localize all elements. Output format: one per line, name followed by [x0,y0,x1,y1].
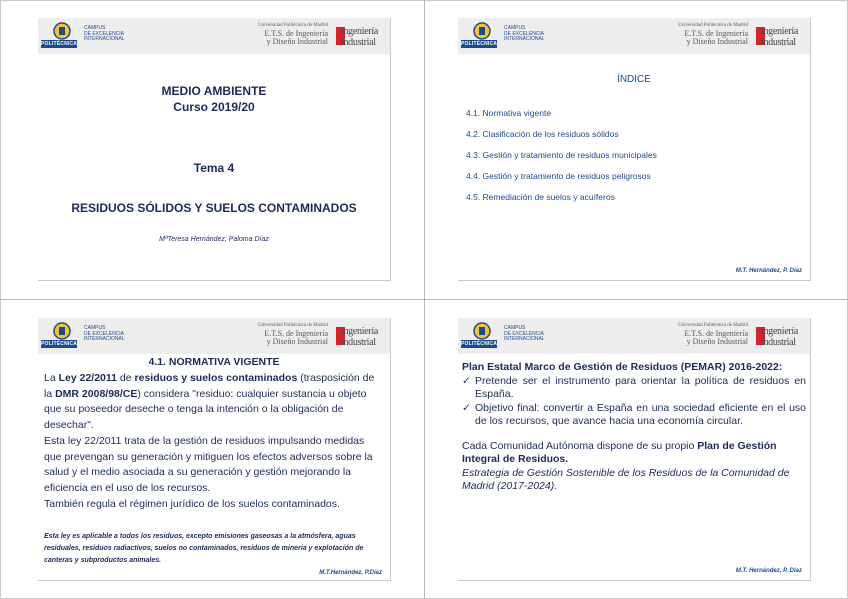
school-name [226,22,328,46]
bullet-text: Objetivo final: convertir a España en una sociedad eficiente en el uso de los recursos, que avance hacia una economía circular. [475,402,806,427]
text-run: (trasposición de la [44,372,375,400]
slide-4 [458,318,811,581]
school-line-2: E.T.S. de Ingeniería [684,329,748,338]
horizontal-divider [0,299,848,300]
slide-1 [38,18,391,281]
text-run: La [44,372,59,384]
campus-line-1: CAMPUS [504,325,526,331]
course-year: Curso 2019/20 [173,100,255,114]
slide-footer-authors: M.T.Hernández, P.Díaz [319,570,382,576]
campus-line-3: INTERNACIONAL [504,336,545,342]
school-name [646,22,748,46]
index-item: 4.3. Gestión y tratamiento de residuos municipales [466,150,657,160]
index-title: ÍNDICE [617,74,651,85]
ingenieria-industrial-logo [333,322,385,350]
pemar-title: Plan Estatal Marco de Gestión de Residuos (PEMAR) 2016-2022: [462,361,783,373]
paragraph-soils: También regula el régimen jurídico de los suelos contaminados. [44,498,340,510]
index-item: 4.1. Normativa vigente [466,108,552,118]
checkmark-icon: ✓ [462,375,471,387]
ingenieria-industrial-logo [753,322,805,350]
slide-3 [38,318,391,581]
slide-footer-authors: M.T. Hernández, P. Díaz [735,268,802,274]
regional-plan-name: Plan de Gestión Integral de Residuos. [462,440,777,465]
campus-line-1: CAMPUS [84,25,106,31]
index-item: 4.4. Gestión y tratamiento de residuos peligrosos [466,171,651,181]
slide-footer-authors: M.T. Hernández, P. Díaz [735,568,802,574]
slide-header [38,318,390,354]
logo-line-1: ingeniería [341,26,378,37]
campus-label [84,26,134,43]
logo-line-2: industrial [341,37,376,48]
applicability-note: Esta ley es aplicable a todos los residuos, excepto emisiones gaseosas a la atmósfera, aguas residuales, residuos radiactivos, suelos no contaminados, residuos de minería y explotación de canteras y subproductos animales. [44,533,364,564]
slide-header [38,18,390,54]
text-run: ) considera "residuo: cualquier sustancia u objeto que su poseedor deseche o tenga la intención o la obligación de desechar". [44,387,367,431]
upm-tag: POLITÉCNICA [41,341,78,347]
upm-tag: POLITÉCNICA [461,41,498,47]
campus-line-3: INTERNACIONAL [84,36,125,42]
school-line-3: y Diseño Industrial [266,337,328,346]
logo-line-1: ingeniería [761,26,798,37]
paragraph-scope: Esta ley 22/2011 trata de la gestión de residuos impulsando medidas que prevengan su generación y mitiguen los efectos adversos sobre la salud y el medio asociada a su generación y gestión mejorando la eficiencia en el uso de los recursos. [44,435,373,494]
school-name [646,322,748,346]
slide-2 [458,18,811,281]
campus-line-1: CAMPUS [84,325,106,331]
section-heading: 4.1. NORMATIVA VIGENTE [148,356,280,368]
school-line-1: Universidad Politécnica de Madrid [258,23,328,28]
campus-line-2: DE EXCELENCIA [84,330,125,337]
course-title: MEDIO AMBIENTE [161,84,267,98]
school-name [226,322,328,346]
paragraph-law [44,371,384,433]
campus-line-3: INTERNACIONAL [504,36,545,42]
index-item: 4.2. Clasificación de los residuos sólidos [466,129,619,139]
upm-tag: POLITÉCNICA [461,341,498,347]
text-run: de [117,372,135,384]
ingenieria-industrial-logo [753,22,805,50]
logo-line-2: industrial [761,37,796,48]
campus-line-3: INTERNACIONAL [84,336,125,342]
school-line-3: y Diseño Industrial [686,337,748,346]
campus-label [504,326,554,343]
madrid-strategy: Estrategia de Gestión Sostenible de los Residuos de la Comunidad de Madrid (2017-2024). [462,467,790,492]
law-subject: residuos y suelos contaminados [134,372,298,384]
section-body [44,371,384,514]
slide-header [458,18,810,54]
school-line-1: Universidad Politécnica de Madrid [678,323,748,328]
logo-line-2: industrial [761,337,796,348]
school-line-2: E.T.S. de Ingeniería [264,329,328,338]
slide-header [458,318,810,354]
law-name: Ley 22/2011 [58,372,117,384]
index-list [466,108,657,213]
index-item: 4.5. Remediación de suelos y acuíferos [466,192,615,202]
logo-line-1: ingeniería [761,326,798,337]
campus-line-1: CAMPUS [504,25,526,31]
school-line-2: E.T.S. de Ingeniería [684,29,748,38]
pemar-bullets [462,375,806,428]
pemar-bullet [462,375,806,401]
pemar-bullet [462,402,806,428]
authors: MªTeresa Hernández, Paloma Díaz [159,236,269,243]
logo-line-2: industrial [341,337,376,348]
campus-label [84,326,134,343]
school-line-1: Universidad Politécnica de Madrid [678,23,748,28]
school-line-3: y Diseño Industrial [686,37,748,46]
topic-number: Tema 4 [193,161,235,175]
logo-line-1: ingeniería [341,326,378,337]
campus-label [504,26,554,43]
upm-tag: POLITÉCNICA [41,41,78,47]
pemar-body [462,361,806,493]
school-line-3: y Diseño Industrial [266,37,328,46]
topic-title: RESIDUOS SÓLIDOS Y SUELOS CONTAMINADOS [71,201,357,215]
school-line-2: E.T.S. de Ingeniería [264,29,328,38]
text-run: Cada Comunidad Autónoma dispone de su propio [462,440,698,452]
regional-plan [462,440,806,466]
bullet-text: Pretende ser el instrumento para orientar la política de residuos en España. [475,375,806,400]
campus-line-2: DE EXCELENCIA [504,330,545,337]
directive-name: DMR 2008/98/CE [55,387,138,400]
school-line-1: Universidad Politécnica de Madrid [258,323,328,328]
ingenieria-industrial-logo [333,22,385,50]
campus-line-2: DE EXCELENCIA [504,30,545,37]
campus-line-2: DE EXCELENCIA [84,30,125,37]
checkmark-icon: ✓ [462,402,471,414]
